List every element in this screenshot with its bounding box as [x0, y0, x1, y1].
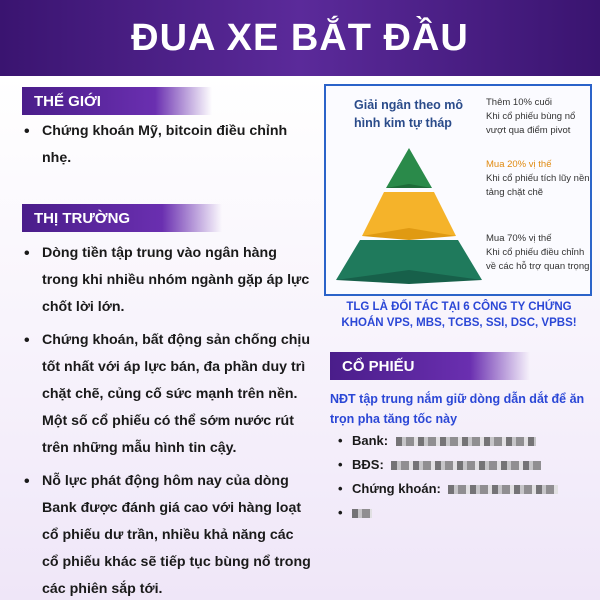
market-list — [22, 240, 312, 600]
pyramid-graphic — [334, 144, 484, 284]
stocks-list — [338, 432, 558, 528]
redacted-block — [391, 461, 541, 470]
market-item: • Chứng khoán, bất động sản chống chịu tốt nhất với áp lực bán, đa phần duy trì chặt chẽ, củng cố sức mạnh trên nền. Một số cổ phiếu có thể sớm nước rút trên những mẫu hình tin cậy. — [22, 327, 312, 462]
stocks-lead: NĐT tập trung nắm giữ dòng dẫn dắt để ăn trọn pha tăng tốc này — [330, 392, 585, 426]
market-heading: THỊ TRƯỜNG — [22, 204, 222, 232]
redacted-block — [448, 485, 558, 494]
page-title: ĐUA XE BẮT ĐẦU — [131, 16, 469, 59]
partner-text: TLG LÀ ĐỐI TÁC TẠI 6 CÔNG TY CHỨNG KHOÁN VPS, MBS, TCBS, SSI, DSC, VPBS! — [341, 301, 577, 329]
pyramid-note-top: Thêm 10% cuối Khi cổ phiếu bùng nổ vượt qua điểm pivot — [486, 97, 576, 136]
header-banner — [0, 0, 600, 76]
pyramid-card — [324, 84, 592, 296]
redacted-block — [396, 437, 536, 446]
stock-item-securities-cont — [338, 504, 558, 528]
stocks-heading: CỔ PHIẾU — [330, 352, 530, 380]
pyramid-title: Giải ngân theo mô hình kim tự tháp — [354, 98, 464, 130]
world-item: • Chứng khoán Mỹ, bitcoin điều chỉnh nhẹ. — [22, 118, 304, 172]
world-heading: THẾ GIỚI — [22, 87, 212, 115]
stock-item-bds: • BĐS: — [338, 456, 558, 480]
market-item: • Dòng tiền tập trung vào ngân hàng trong khi nhiều nhóm ngành gặp áp lực chốt lời lớn. — [22, 240, 312, 321]
pyramid-top-icon — [386, 148, 432, 188]
redacted-block — [352, 509, 372, 518]
world-list — [22, 118, 304, 172]
pyramid-note-bottom: Mua 70% vị thế Khi cổ phiếu điều chỉnh về các hỗ trợ quan trọng — [486, 233, 590, 272]
market-item: • Nỗ lực phát động hôm nay của dòng Bank được đánh giá cao với hàng loạt cổ phiếu dư trần, nhiều khả năng các cổ phiếu khác sẽ tiếp tục bùng nổ trong các phiên sắp tới. — [22, 468, 312, 600]
pyramid-note-middle: Mua 20% vị thế Khi cổ phiếu tích lũy nền tảng chặt chẽ — [486, 159, 590, 198]
stock-item-securities: • Chứng khoán: — [338, 480, 558, 504]
stock-item-bank: • Bank: — [338, 432, 558, 456]
